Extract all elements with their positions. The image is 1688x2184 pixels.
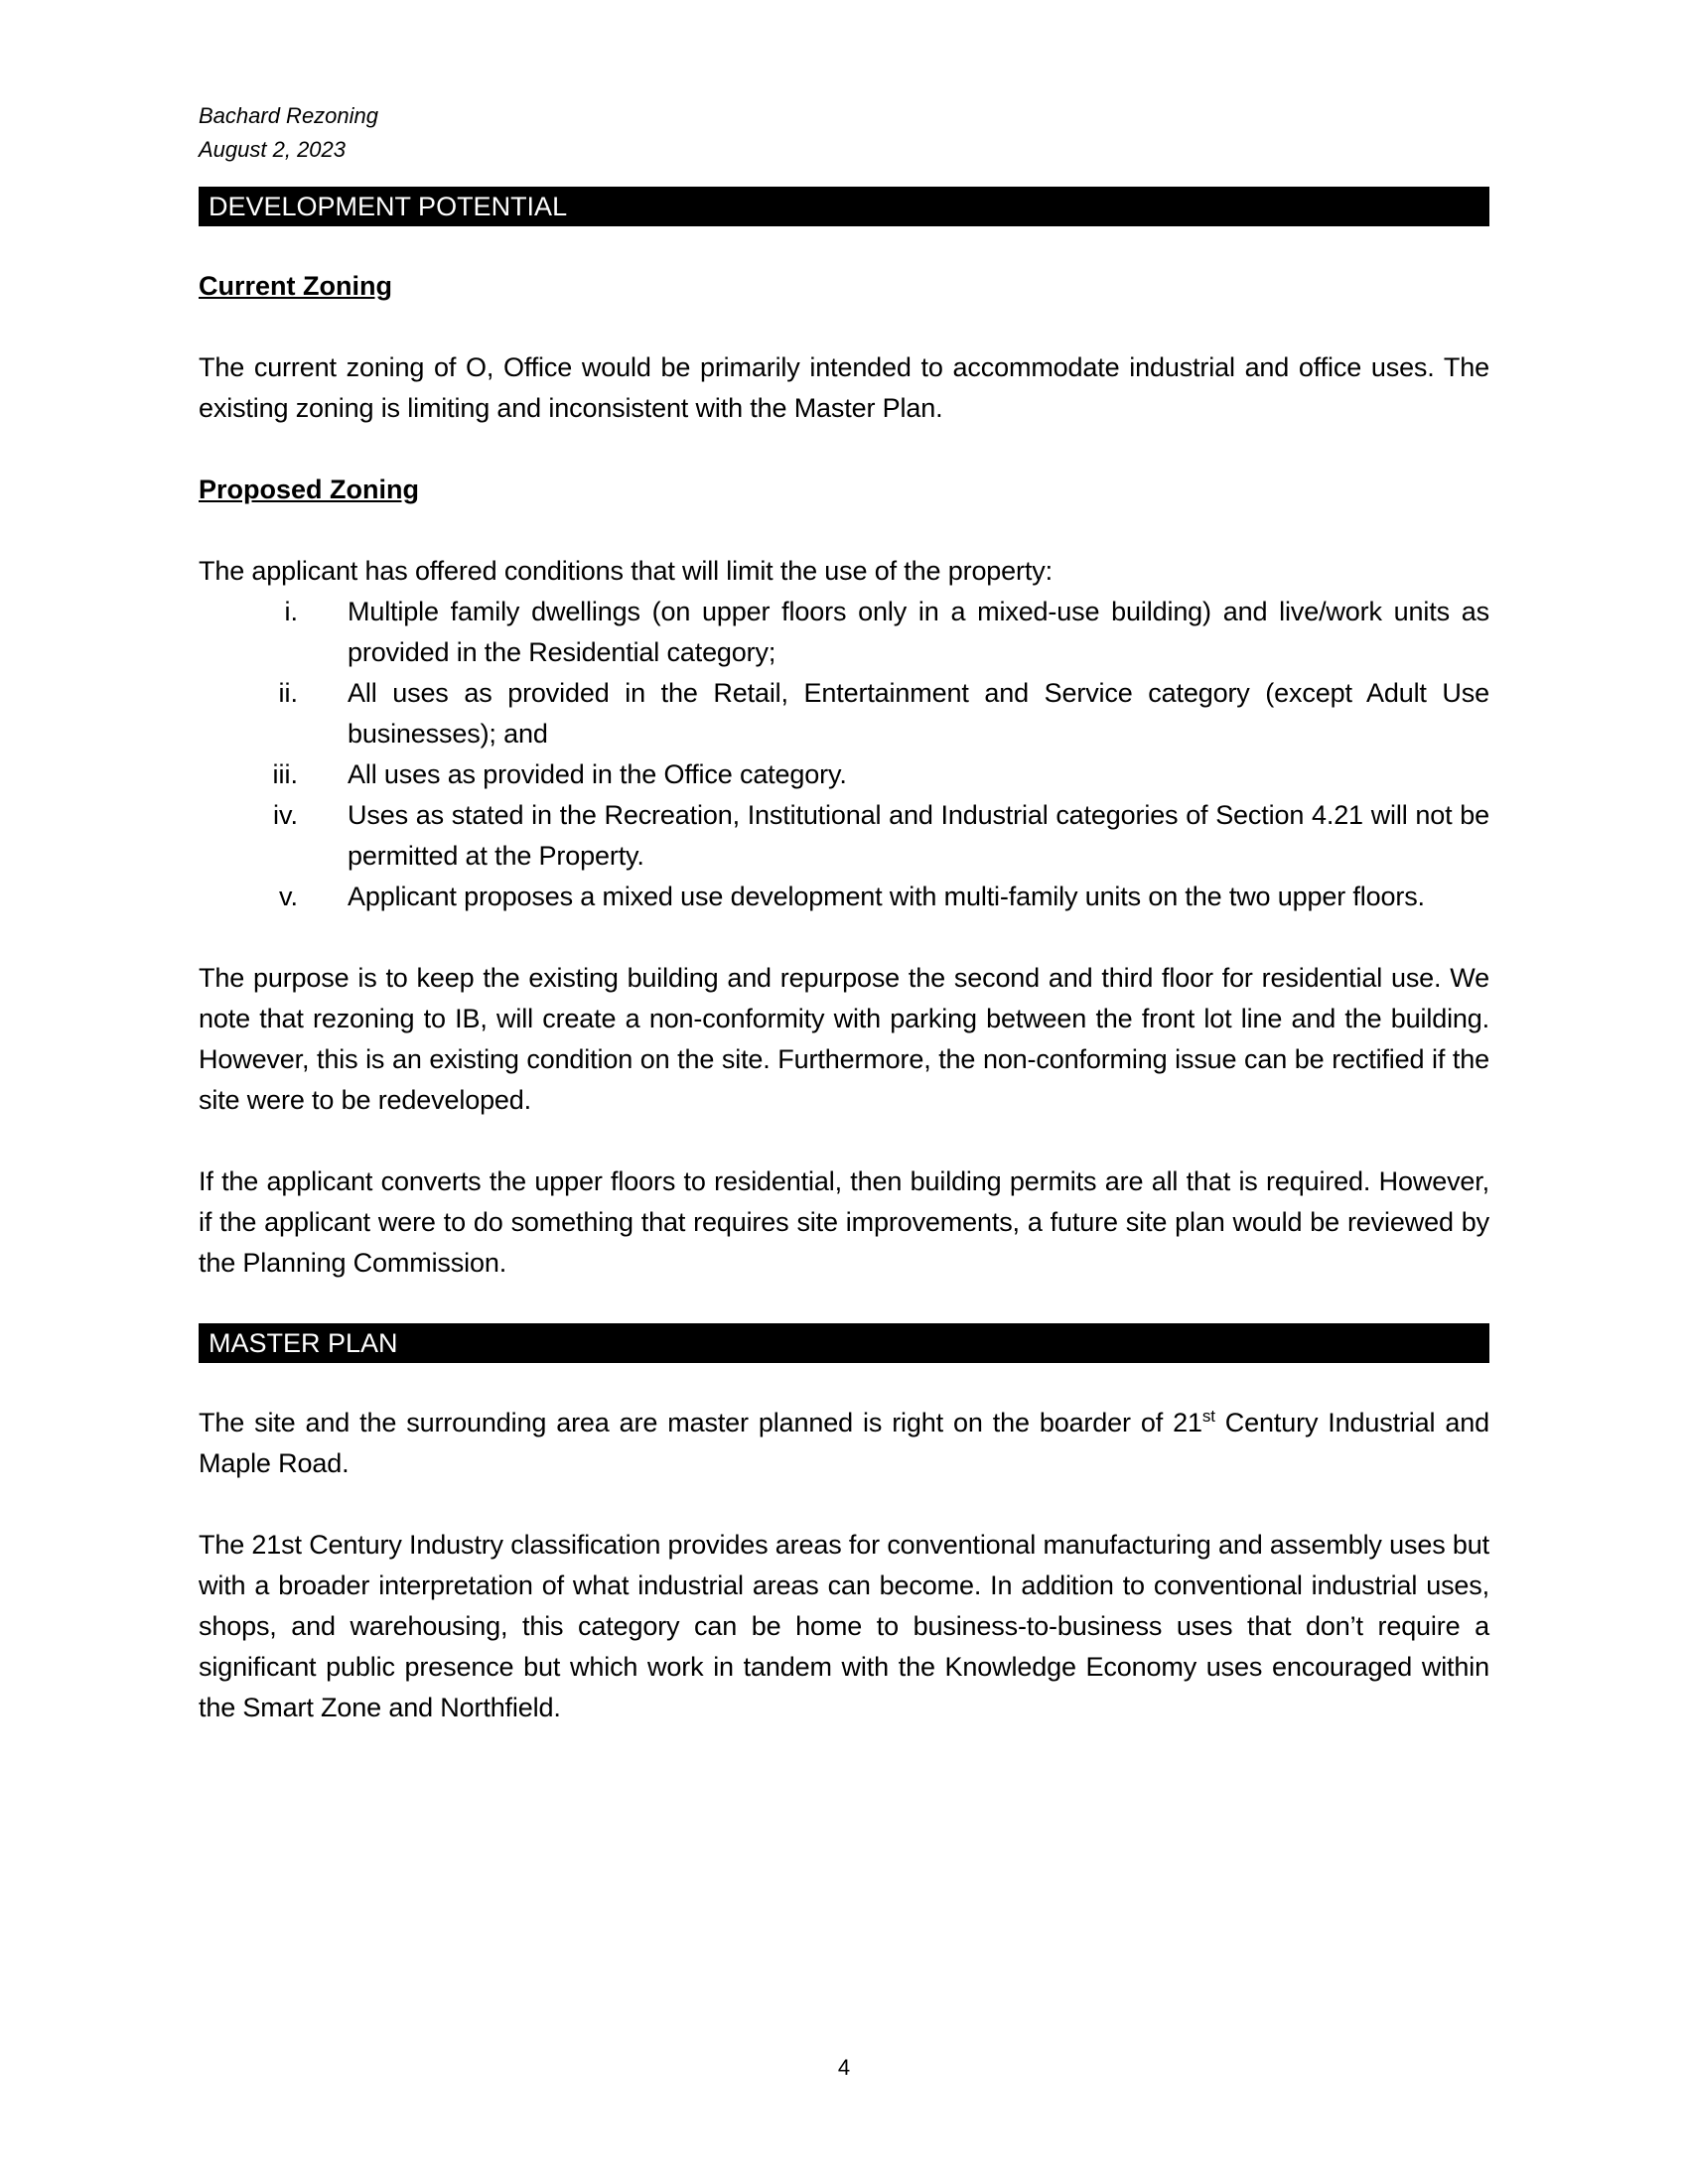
list-item xyxy=(199,877,1489,917)
current-zoning-paragraph: The current zoning of O, Office would be primarily intended to accommodate industrial and office uses. The existing zoning is limiting and inconsistent with the Master Plan. xyxy=(199,352,1489,423)
list-item-text: All uses as provided in the Office category. xyxy=(348,759,847,789)
ordinal-suffix: st xyxy=(1201,1407,1215,1426)
section-heading-master-plan: MASTER PLAN xyxy=(199,1323,1489,1363)
permits-paragraph: If the applicant converts the upper floors to residential, then building permits are all that is required. However, if the applicant were to do something that requires site improvements, a future site plan would be reviewed by the Planning Commission. xyxy=(199,1166,1489,1278)
list-item-text: All uses as provided in the Retail, Entertainment and Service category (except Adult Use businesses); and xyxy=(348,678,1489,749)
master-plan-text-start: The site and the surrounding area are master planned is right on the boarder of 21 xyxy=(199,1408,1202,1437)
proposed-zoning-intro: The applicant has offered conditions that will limit the use of the property: xyxy=(199,556,1053,586)
list-item-number: v. xyxy=(279,882,298,911)
industry-classification-paragraph: The 21st Century Industry classification provides areas for conventional manufacturing and assembly uses but with a broader interpretation of what industrial areas can become. In addition to conventional industrial uses, shops, and warehousing, this category can be home to business-to-business uses that don’t require a significant public presence but which work in tandem with the Knowledge Economy uses encouraged within the Smart Zone and Northfield. xyxy=(199,1530,1489,1722)
section-heading-development-potential: DEVELOPMENT POTENTIAL xyxy=(199,187,1489,226)
list-item xyxy=(199,592,1489,673)
current-zoning-heading: Current Zoning xyxy=(199,271,392,301)
document-page xyxy=(199,99,1489,1728)
document-header xyxy=(199,99,1489,167)
list-item-number: iv. xyxy=(273,800,298,830)
purpose-paragraph: The purpose is to keep the existing building and repurpose the second and third floor for residential use. We note that rezoning to IB, will create a non-conformity with parking between the front lot line and the building. However, this is an existing condition on the site. Furthermore, the non-conforming issue can be rectified if the site were to be redeveloped. xyxy=(199,963,1489,1115)
list-item-number: i. xyxy=(284,597,298,626)
list-item xyxy=(199,673,1489,754)
document-date: August 2, 2023 xyxy=(199,137,347,162)
proposed-zoning-heading: Proposed Zoning xyxy=(199,475,419,504)
list-item-number: iii. xyxy=(272,759,298,789)
list-item xyxy=(199,795,1489,877)
master-plan-paragraph xyxy=(199,1403,1489,1484)
conditions-list xyxy=(199,592,1489,917)
document-title: Bachard Rezoning xyxy=(199,103,379,128)
list-item-text: Applicant proposes a mixed use development with multi-family units on the two upper floors. xyxy=(348,882,1425,911)
list-item xyxy=(199,754,1489,795)
list-item-number: ii. xyxy=(278,678,298,708)
master-plan-text-end: Century Industrial and Maple Road. xyxy=(199,1408,1489,1478)
page-number: 4 xyxy=(837,2055,851,2080)
list-item-text: Multiple family dwellings (on upper floors only in a mixed-use building) and live/work units as provided in the Residential category; xyxy=(348,597,1489,667)
list-item-text: Uses as stated in the Recreation, Institutional and Industrial categories of Section 4.21 will not be permitted at the Property. xyxy=(348,800,1489,871)
